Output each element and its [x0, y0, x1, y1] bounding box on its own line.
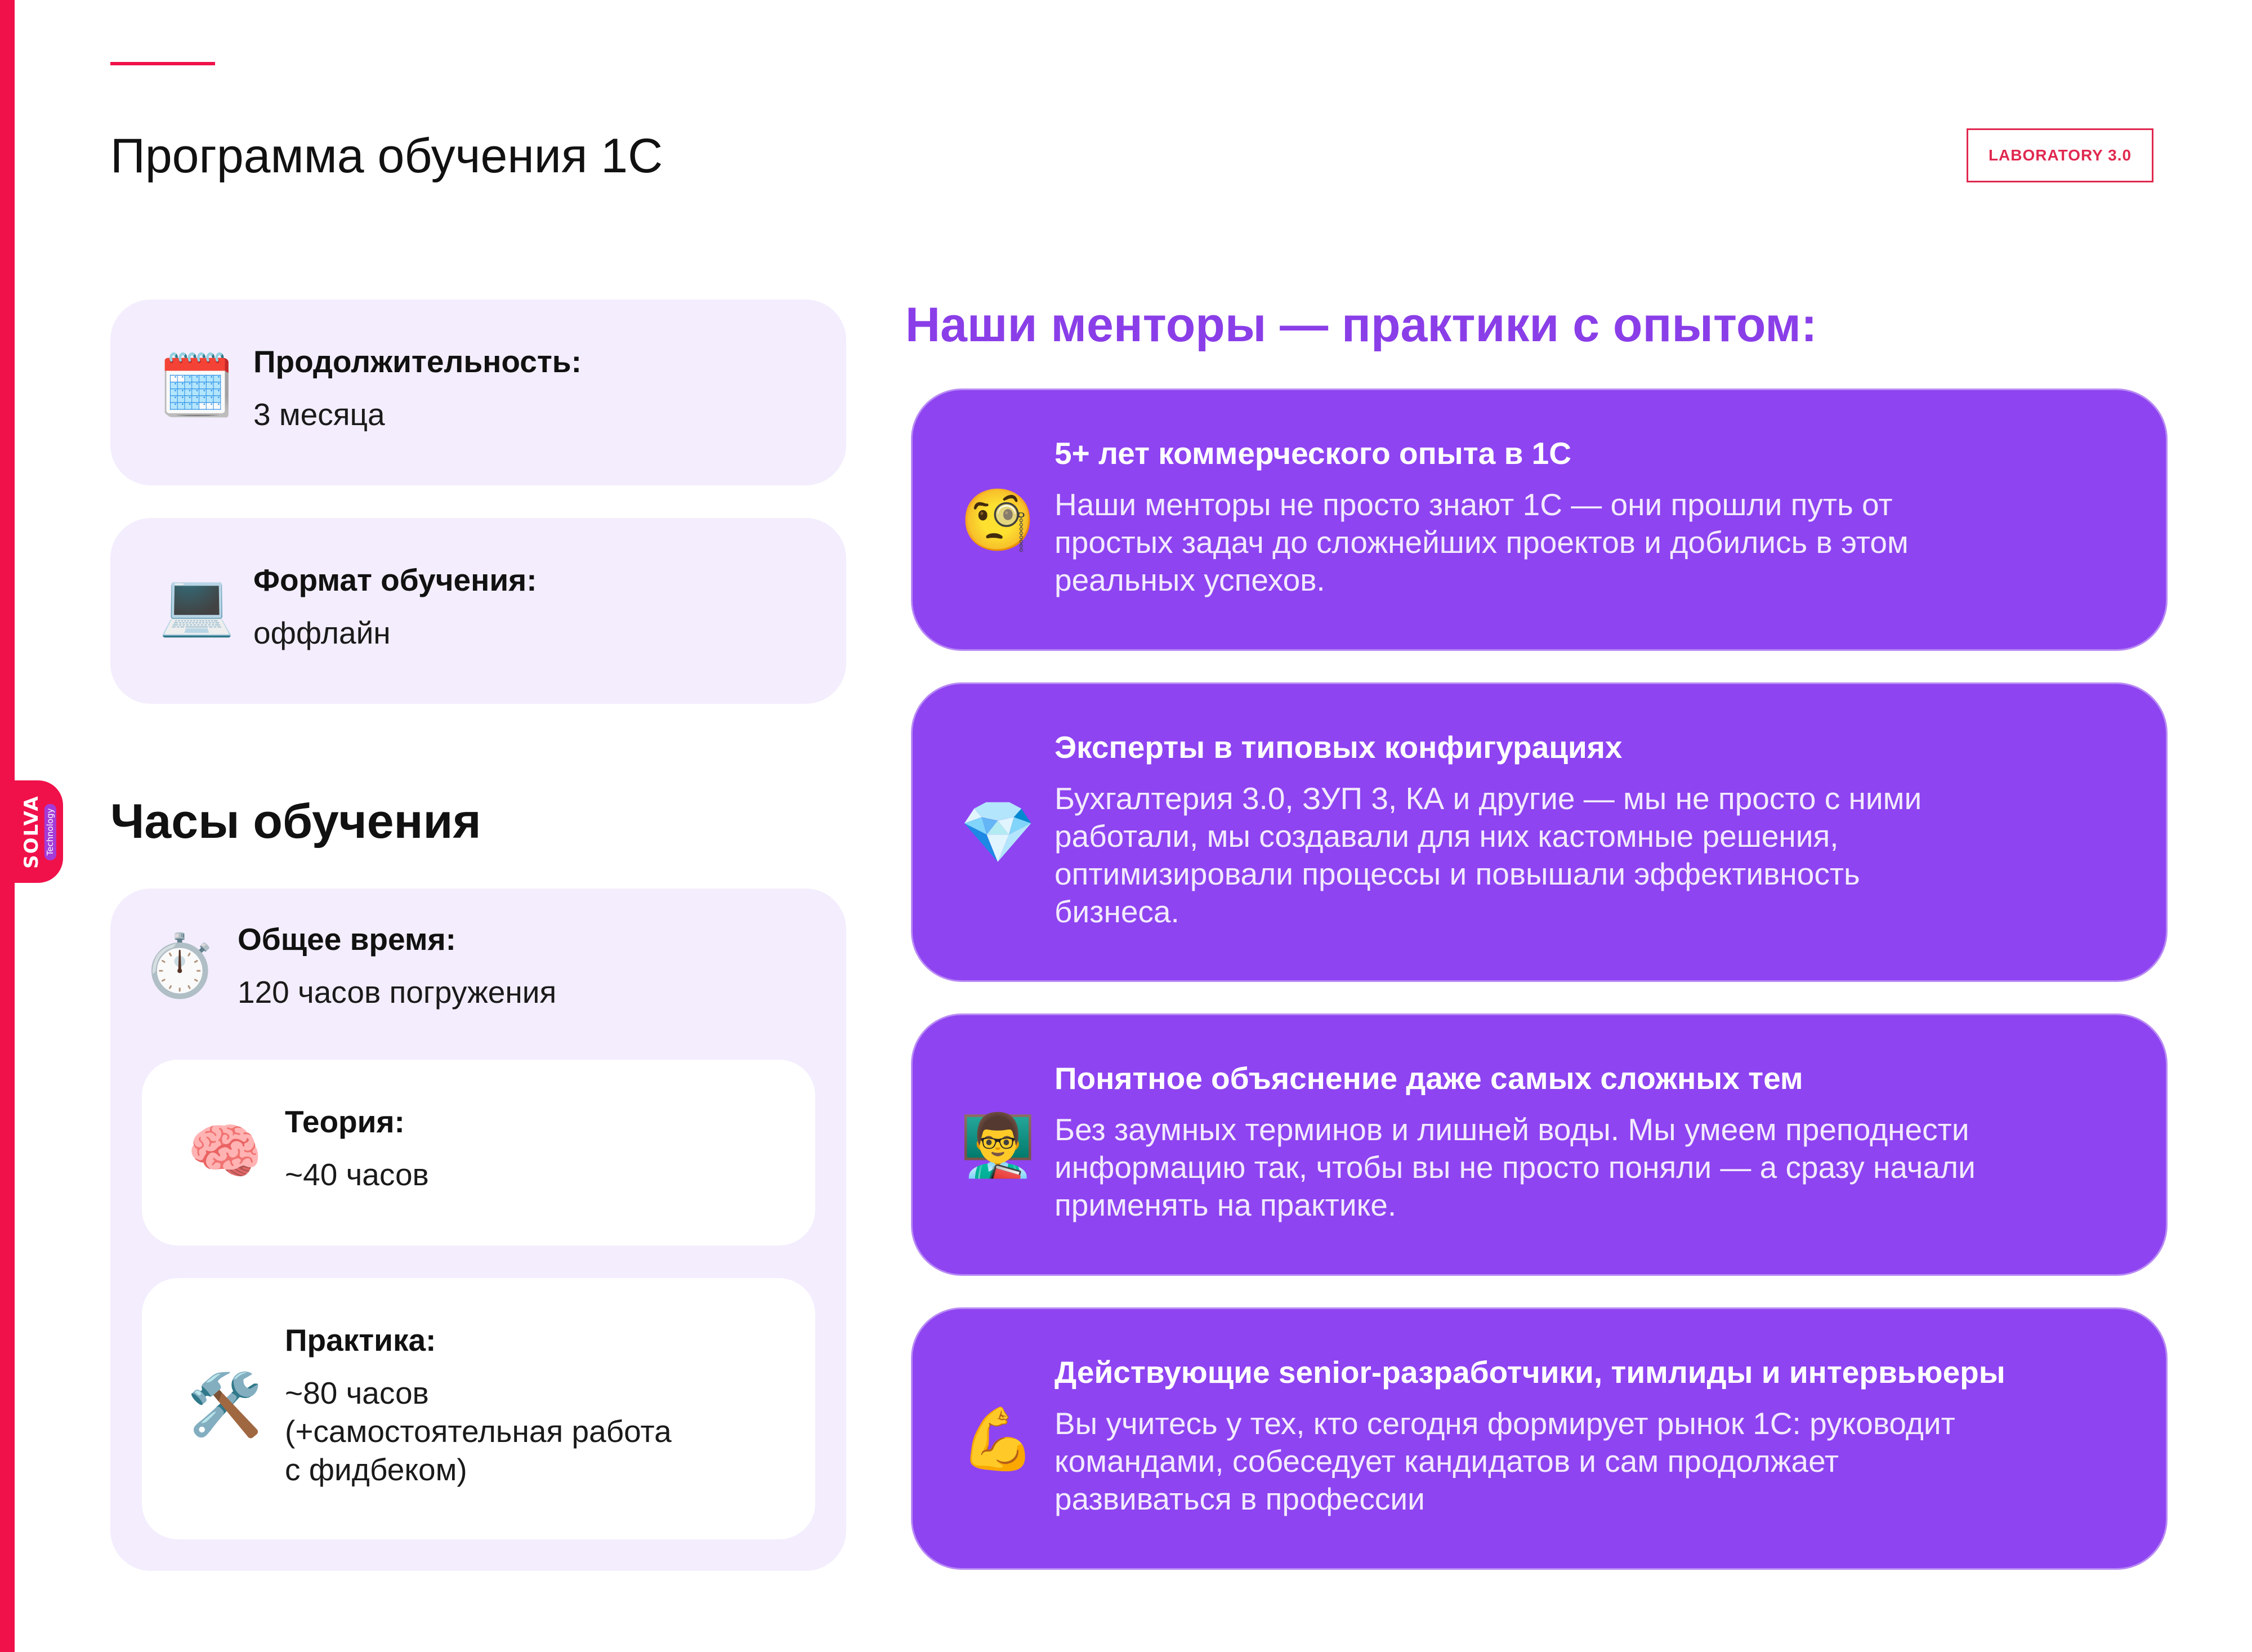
- format-card: [110, 518, 846, 704]
- duration-card: [110, 300, 846, 485]
- hours-card: [110, 888, 846, 1571]
- practice-label: Практика:: [285, 1323, 436, 1358]
- duration-value: 3 месяца: [253, 397, 385, 432]
- mentor-card-experience: [911, 389, 2168, 651]
- mentor-card-explanation: [911, 1013, 2168, 1276]
- teacher-icon: 👨‍🏫: [960, 1110, 1036, 1181]
- brain-icon: 🧠: [187, 1117, 263, 1187]
- mentor-text-line: Без заумных терминов и лишней воды. Мы умеем преподнести: [1054, 1112, 1969, 1147]
- mentor-card-text: [1054, 1405, 1955, 1518]
- mentor-text-line: работали, мы создавали для них кастомные решения,: [1054, 819, 1839, 854]
- mentor-card-title: 5+ лет коммерческого опыта в 1С: [1054, 436, 1571, 471]
- mentor-text-line: командами, собеседует кандидатов и сам продолжает: [1054, 1444, 1839, 1479]
- mentor-text-line: информацию так, чтобы вы не просто поняли — а сразу начали: [1054, 1150, 1976, 1185]
- practice-value-line: (+самостоятельная работа: [285, 1414, 672, 1449]
- mentor-card-title: Действующие senior-разработчики, тимлиды и интервьюеры: [1054, 1355, 2005, 1390]
- laboratory-badge: LABORATORY 3.0: [1967, 128, 2153, 182]
- total-time-label: Общее время:: [238, 922, 456, 957]
- calendar-icon: 🗓️: [159, 351, 235, 421]
- flexed-biceps-icon: 💪: [960, 1404, 1036, 1475]
- title-accent-line: [110, 62, 215, 65]
- theory-value: ~40 часов: [285, 1157, 429, 1192]
- mentor-card-title: Понятное объяснение даже самых сложных тем: [1054, 1061, 1803, 1096]
- mentor-text-line: оптимизировали процессы и повышали эффективность: [1054, 856, 1860, 891]
- mentor-text-line: применять на практике.: [1054, 1187, 1397, 1222]
- tools-icon: 🛠️: [187, 1370, 263, 1440]
- theory-card: [142, 1060, 815, 1245]
- mentor-card-text: [1054, 1111, 1976, 1224]
- mentor-text-line: бизнеса.: [1054, 894, 1179, 929]
- practice-value-line: с фидбеком): [285, 1452, 467, 1487]
- format-value: оффлайн: [253, 615, 391, 650]
- brand-logo: [15, 780, 63, 883]
- mentor-card-text: [1054, 486, 1909, 599]
- brand-name: SOLVA: [20, 794, 43, 869]
- format-label: Формат обучения:: [253, 562, 537, 597]
- laptop-icon: 💻: [159, 569, 235, 640]
- mentor-text-line: простых задач до сложнейших проектов и добились в этом: [1054, 525, 1909, 560]
- monocle-face-icon: 🧐: [960, 485, 1036, 556]
- gem-icon: 💎: [960, 797, 1036, 868]
- stopwatch-icon: ⏱️: [142, 931, 218, 1001]
- mentor-text-line: Бухгалтерия 3.0, ЗУП 3, КА и другие — мы не просто с ними: [1054, 781, 1922, 816]
- mentor-text-line: Наши менторы не просто знают 1С — они прошли путь от: [1054, 487, 1893, 522]
- mentor-card-title: Эксперты в типовых конфигурациях: [1054, 730, 1623, 765]
- practice-value-line: ~80 часов: [285, 1376, 429, 1410]
- mentors-heading: Наши менторы — практики с опытом:: [905, 298, 1817, 352]
- mentor-card-configurations: [911, 682, 2168, 982]
- page-title: Программа обучения 1С: [110, 129, 663, 183]
- mentor-text-line: развиваться в профессии: [1054, 1481, 1425, 1516]
- hours-heading: Часы обучения: [110, 794, 481, 849]
- duration-label: Продолжительность:: [253, 344, 582, 379]
- mentor-text-line: реальных успехов.: [1054, 562, 1325, 597]
- mentor-card-text: [1054, 780, 1922, 931]
- theory-label: Теория:: [285, 1104, 405, 1139]
- mentor-card-seniors: [911, 1307, 2168, 1570]
- brand-side-bar: [0, 0, 15, 1652]
- total-time-value: 120 часов погружения: [238, 975, 557, 1010]
- mentor-text-line: Вы учитесь у тех, кто сегодня формирует рынок 1С: руководит: [1054, 1406, 1955, 1441]
- practice-value: [285, 1374, 672, 1489]
- practice-card: [142, 1278, 815, 1539]
- brand-subtitle: Technology: [44, 803, 56, 860]
